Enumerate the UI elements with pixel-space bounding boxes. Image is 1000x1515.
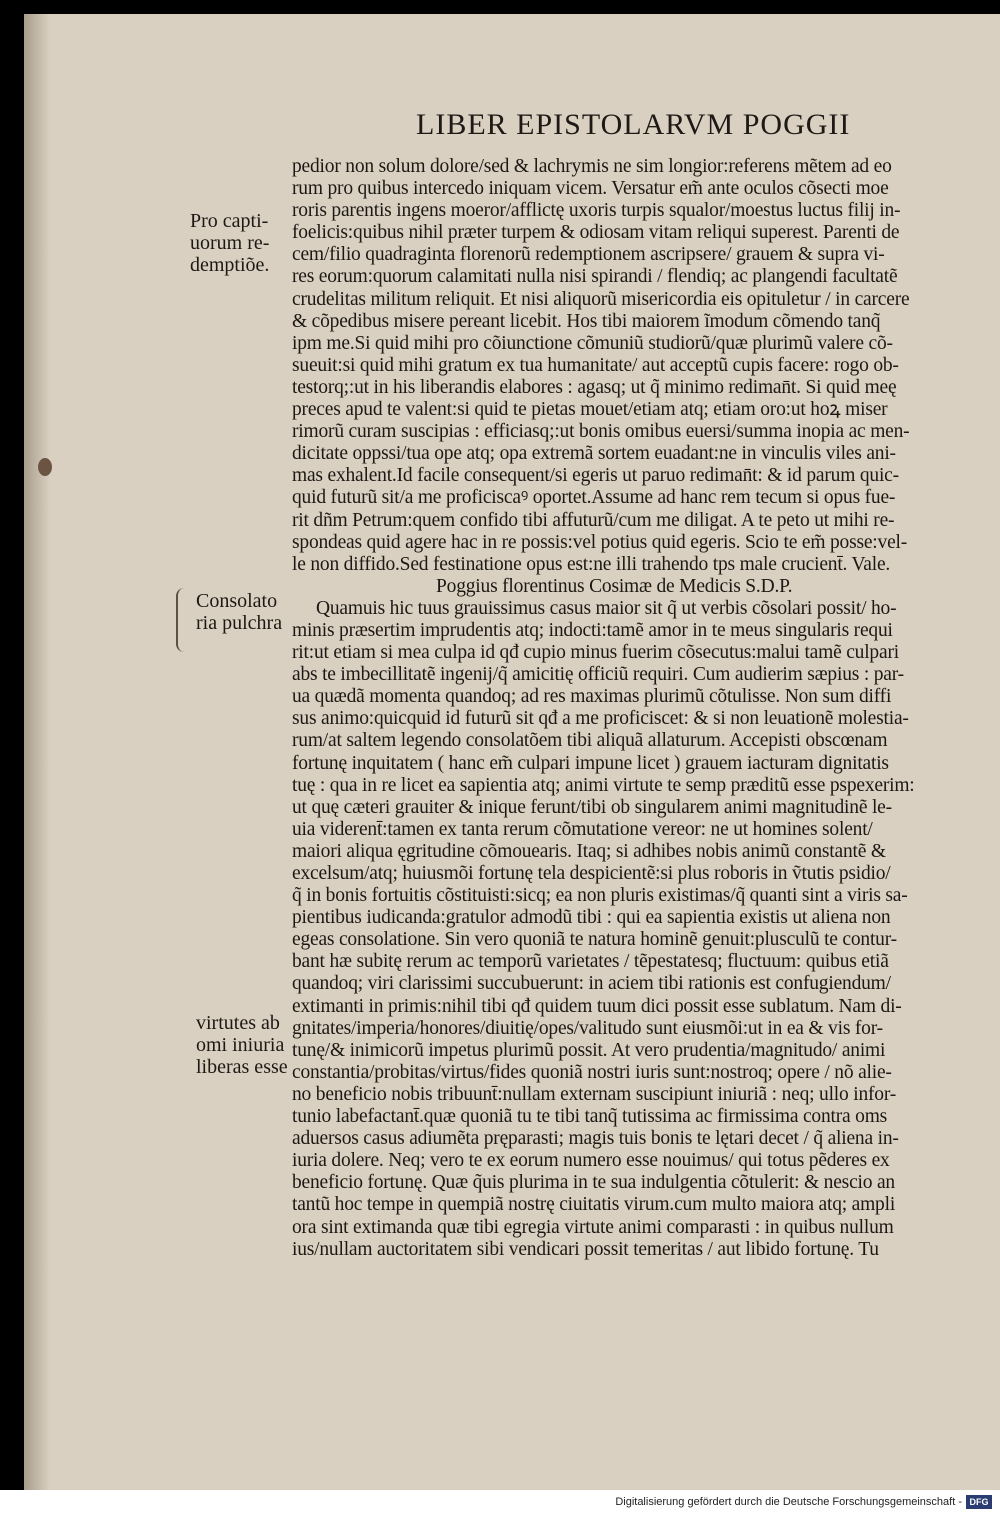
text-line: testorq;:ut in his liberandis elabores : agasq; ut q̃ minimo rediman̄t. Si quid meę [292, 376, 897, 398]
text-line: rum/at saltem legendo consolatõem tibi aliquã allaturum. Accepisti obscœnam [292, 730, 888, 752]
text-line: ua quædã momenta quandoq; ad res maximas plurimũ cõtulisse. Non sum diffi [292, 686, 892, 708]
page-running-title: LIBER EPISTOLARVM POGGII [416, 108, 851, 141]
text-line: uia viderent̄:tamen ex tanta rerum cõmutatione vereor: ne ut homines solent/ [292, 818, 873, 840]
text-line: tantũ hoc tempe in quempiã nostrę ciuitatis virum.cum multo maiora atq; ampli [292, 1194, 896, 1216]
text-line: ipm me.Si quid mihi pro cõiunctione cõmuniũ studiorũ/quæ plurimũ valere cõ- [292, 332, 893, 354]
text-line: foelicis:quibus nihil præter turpem & odiosam vitam reliqui superest. Parenti de [292, 222, 900, 244]
text-line: aduersos casus adiumẽta pręparasti; magis tuis bonis te lętari decet / q̃ aliena in- [292, 1128, 899, 1150]
dfg-logo-icon: DFG [966, 1495, 992, 1509]
margin-note-line: liberas esse [196, 1056, 288, 1078]
text-line: le non diffido.Sed festinatione opus est:ne illi trahendo tps male crucient̄. Vale. [292, 553, 891, 575]
text-line: sus animo:quicquid id futurũ sit qđ a me proficiscet: & si non leuationẽ molestia- [292, 708, 909, 730]
text-line: rit dñm Petrum:quem confido tibi affuturũ/cum me diligat. A te peto ut mihi re- [292, 509, 895, 531]
text-line: roris parentis ingens moeror/afflictę uxoris turpis squalor/moestus luctus filij in- [292, 200, 901, 222]
text-line: gnitates/imperia/honores/diuitię/opes/valitudo sunt eiusmõi:ut in ea & vis for- [292, 1017, 883, 1039]
text-line: pedior non solum dolore/sed & lachrymis ne sim longior:referens mẽtem ad eo [292, 156, 892, 177]
gutter-shadow [24, 14, 50, 1490]
funding-credit: Digitalisierung gefördert durch die Deutsche Forschungsgemeinschaft - [615, 1496, 962, 1508]
text-line: maiori aliqua ęgritudine cõmouearis. Itaq; si adhibes nobis animũ constantẽ & [292, 840, 886, 862]
margin-note-redemption [190, 210, 269, 276]
margin-note-line: ria pulchra [196, 612, 283, 634]
letter-body-text [292, 156, 982, 1261]
margin-note-virtues [196, 1012, 288, 1078]
text-line: spondeas quid agere hac in re possis:vel potius quid egeris. Scio te em̃ posse:vel- [292, 531, 908, 553]
text-line: constantia/probitas/virtus/fides quoniã nostri iuris sunt:nostroq; opere / nõ alie- [292, 1061, 892, 1083]
margin-note-line: demptiõe. [190, 254, 270, 276]
text-line: tunio labefactant̄.quæ quoniã tu te tibi tanq̃ tutissima ac firmissima contra oms [292, 1106, 888, 1128]
text-line: ora sint extimanda quæ tibi egregia virtute animi comparasti : in quibus nullum [292, 1216, 894, 1238]
text-line: rit:ut etiam si mea culpa id qđ cupio minus fuerim cõsecutus:malui tamẽ culpari [292, 642, 899, 664]
text-line: rimorũ curam suscipias : efficiasq;:ut bonis omibus euersi/summa inopia ac men- [292, 421, 910, 443]
margin-note-line: Pro capti- [190, 210, 269, 232]
text-line: res eorum:quorum calamitati nulla nisi spirandi / flendiq; ac plangendi facultatẽ [292, 266, 898, 288]
text-line: pientibus iudicanda:gratulor admodũ tibi : qui ea sapientia existis ut aliena non [292, 907, 891, 929]
page-blemish [38, 458, 52, 476]
text-line: fortunę inquitatem ( hanc em̃ culpari impune licet ) grauem iacturam dignitatis [292, 752, 889, 774]
text-line: extimanti in primis:nihil tibi qđ quidem tuum dici possit esse sublatum. Nam di- [292, 995, 902, 1017]
margin-note-line: virtutes ab [196, 1012, 280, 1034]
text-line: iuria dolere. Neq; vero te ex eorum numero esse nouimus/ qui totus pẽderes ex [292, 1150, 890, 1172]
text-line: cem/filio quadraginta florenorũ redemptionem ascripsere/ grauem & supra vi- [292, 244, 885, 266]
text-line: ius/nullam auctoritatem sibi vendicari possit temeritas / aut libido fortunę. Tu [292, 1238, 879, 1260]
text-line: egeas consolatione. Sin vero quoniã te natura hominẽ genuit:plusculũ te contur- [292, 929, 897, 951]
text-line: sueuit:si quid mihi gratum ex tua humanitate/ aut acceptũ cupis facere: rogo ob- [292, 354, 899, 376]
text-line: ut quę cæteri grauiter & inique ferunt/tibi ob singularem animi magnitudinẽ le- [292, 796, 892, 818]
text-line: bant hæ subitę rerum ac temporũ varietates / tẽpestatesq; fluctuum: quibus etiã [292, 951, 889, 973]
margin-bracket [176, 588, 192, 652]
text-line: mas exhalent.Id facile consequent/si egeris ut paruo rediman̄t: & id parum quic- [292, 465, 899, 487]
margin-note-line: uorum re- [190, 232, 270, 254]
text-line: beneficio fortunę. Quæ q̃uis plurima in te sua indulgentia cõtulerit: & nescio an [292, 1172, 895, 1194]
text-line: minis præsertim imprudentis atq; indocti:tamẽ amor in te meus singularis requi [292, 619, 893, 641]
text-line: tuę : qua in re licet ea sapientia atq; animi virtute te semp præditũ esse pspexerim: [292, 774, 915, 796]
text-line: abs te imbecillitatẽ ingenij/q̃ amicitię officiũ requiri. Cum audierim sæpius : par- [292, 664, 904, 686]
text-line: quid futurũ sit/a me proficiscaꝰ oportet.Assume ad hanc rem tecum si opus fue- [292, 487, 896, 509]
margin-note-line: Consolato [196, 590, 278, 612]
text-line: preces apud te valent:si quid te pietas mouet/etiam atq; etiam oro:ut hoꝝ miser [292, 399, 888, 421]
text-line: tunę/& inimicorũ impetus plurimũ possit. At vero prudentia/magnitudo/ animi [292, 1039, 886, 1061]
letter-salutation: Poggius florentinus Cosimæ de Medicis S.D.P. [436, 575, 793, 597]
margin-note-consolation [196, 590, 282, 634]
text-line: q̃ in bonis fortuitis cõstituisti:sicq; ea non pluris existimas/q̃ quanti sint a viris sa- [292, 885, 908, 907]
text-line: & cõpedibus misere pereant licebit. Hos tibi maiorem ĩmodum cõmendo tanq̃ [292, 310, 881, 332]
margin-note-line: omi iniuria [196, 1034, 285, 1056]
text-line: no beneficio nobis tribuunt̄:nullam externam suscipiunt iniuriã : neq; ullo infor- [292, 1083, 897, 1105]
text-line: dicitate oppssi/tua ope atq; opa extremã sortem euadant:ne in vinculis viles ani- [292, 443, 896, 465]
text-line: quandoq; viri clarissimi succubuerunt: in aciem tibi rationis est confugiendum/ [292, 973, 891, 995]
text-line: crudelitas militum reliquit. Et nisi aliquorũ misericordia eis opituletur / in carcere [292, 288, 910, 310]
text-line: rum pro quibus intercedo iniquam vicem. Versatur em̃ ante oculos cõsecti moe [292, 178, 889, 200]
text-line: excelsum/atq; huiusmõi fortunę tela despicientẽ:si plus roboris in ṽtutis psidio/ [292, 863, 891, 884]
text-line: Quamuis hic tuus grauissimus casus maior sit q̃ ut verbis cõsolari possit/ ho- [316, 597, 897, 619]
